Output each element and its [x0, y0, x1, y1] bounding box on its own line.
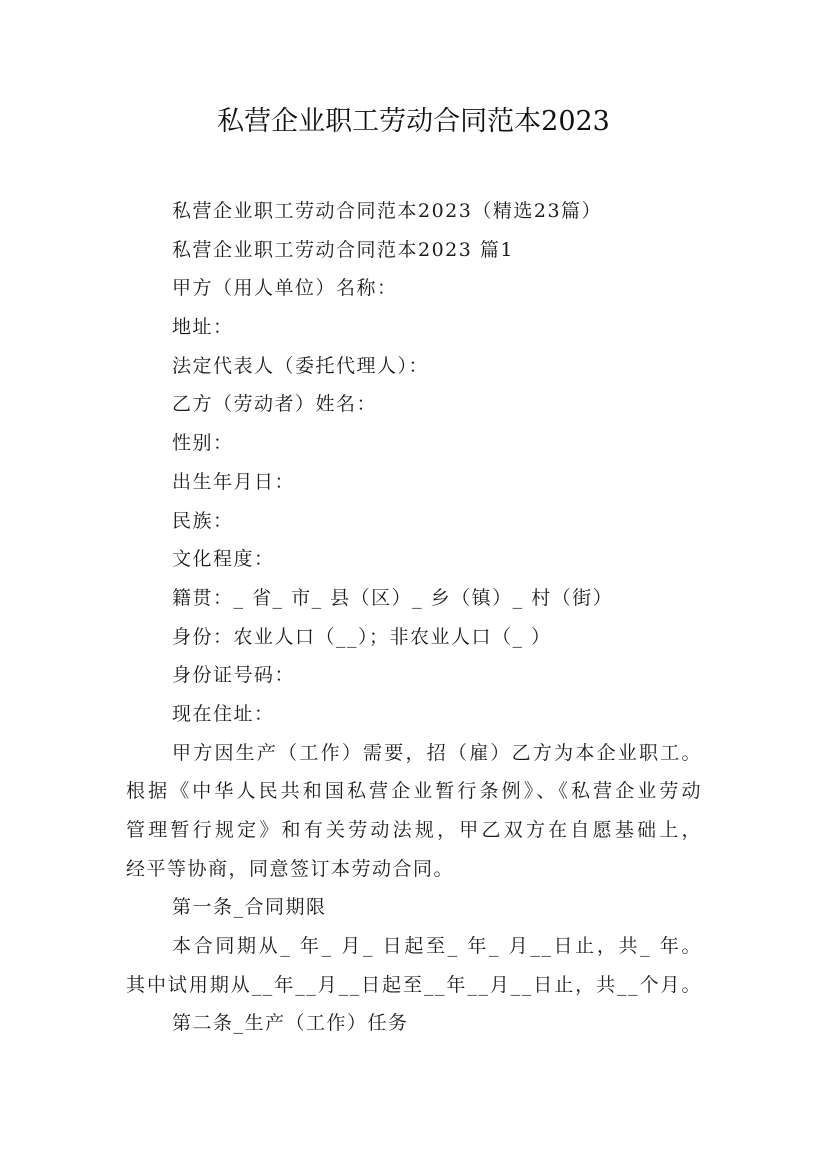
paragraph-line: 管理暂行规定》和有关劳动法规，甲乙双方在自愿基础上，	[126, 819, 702, 841]
paragraph-line: 法定代表人（委托代理人）：	[172, 354, 430, 377]
paragraph-line: 出生年月日：	[172, 470, 296, 493]
paragraph-line: 民族：	[172, 509, 234, 532]
paragraph-line: 第二条_生产（工作）任务	[172, 1012, 409, 1035]
document-title: 私营企业职工劳动合同范本2023	[217, 106, 610, 137]
paragraph-line: 籍贯：_ 省_ 市_ 县（区）_ 乡（镇）_ 村（街）	[172, 586, 614, 609]
paragraph-line: 乙方（劳动者）姓名：	[172, 393, 378, 416]
document-body	[126, 192, 702, 1043]
paragraph-line: 私营企业职工劳动合同范本2023（精选23篇）	[172, 200, 603, 222]
paragraph-line: 其中试用期从__年__月__日起至__年__月__日止，共__个月。	[126, 973, 702, 996]
paragraph-line: 甲方因生产（工作）需要，招（雇）乙方为本企业职工。	[172, 741, 702, 764]
paragraph-line: 经平等协商，同意签订本劳动合同。	[126, 857, 455, 880]
paragraph-line: 身份：农业人口（__）；非农业人口（_ ）	[172, 625, 552, 648]
paragraph-line: 根据《中华人民共和国私营企业暂行条例》、《私营企业劳动	[126, 780, 702, 803]
paragraph-line: 地址：	[172, 316, 234, 339]
paragraph-line: 身份证号码：	[172, 664, 296, 687]
paragraph-line: 本合同期从_ 年_ 月_ 日起至_ 年_ 月__日止，共_ 年。	[172, 935, 702, 958]
paragraph-line: 甲方（用人单位）名称：	[172, 277, 398, 300]
paragraph-line: 性别：	[172, 432, 234, 455]
paragraph-line: 第一条_合同期限	[172, 896, 327, 919]
paragraph-line: 私营企业职工劳动合同范本2023 篇1	[172, 238, 514, 261]
paragraph-line: 文化程度：	[172, 548, 275, 571]
paragraph-line: 现在住址：	[172, 702, 275, 725]
